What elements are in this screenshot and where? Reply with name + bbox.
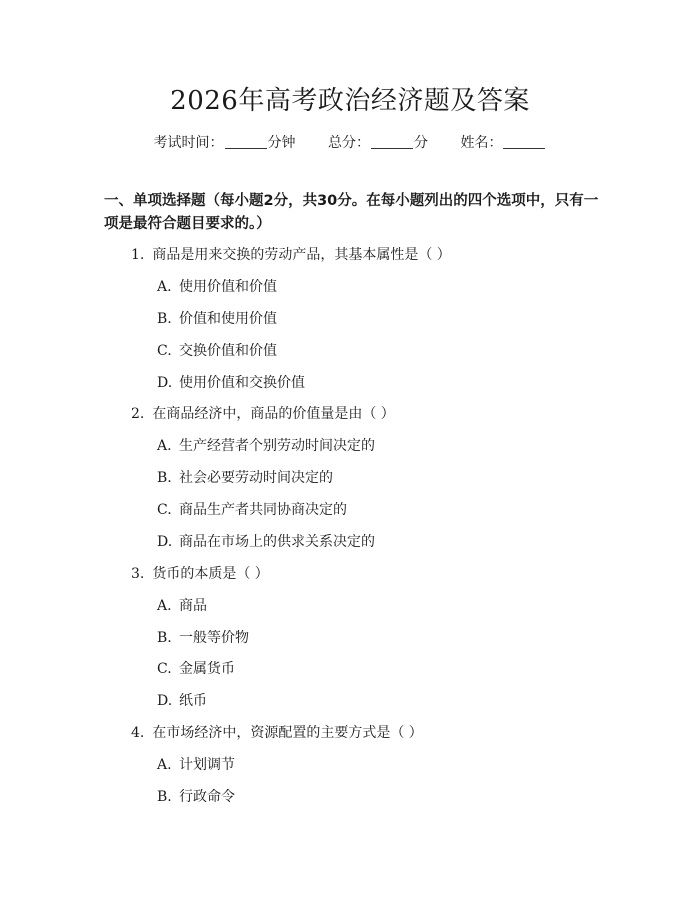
question-3-option-d <box>157 690 207 710</box>
question-1-option-c <box>157 340 277 360</box>
option-text: 使用价值和交换价值 <box>179 375 305 391</box>
option-text: 使用价值和价值 <box>179 279 277 295</box>
question-4-option-b <box>157 786 235 806</box>
option-letter: B. <box>157 630 172 646</box>
question-2 <box>131 403 395 423</box>
option-letter: D. <box>157 693 173 709</box>
question-3-option-a <box>157 595 207 615</box>
option-letter: A. <box>157 438 172 454</box>
exam-time-label: 考试时间： <box>153 135 224 151</box>
option-text: 商品在市场上的供求关系决定的 <box>179 534 375 550</box>
option-text: 金属货币 <box>179 661 235 677</box>
option-text: 计划调节 <box>179 757 235 773</box>
name-label: 姓名： <box>460 135 503 151</box>
exam-time-unit: 分钟 <box>267 135 296 151</box>
question-3 <box>131 563 269 583</box>
option-text: 社会必要劳动时间决定的 <box>179 470 333 486</box>
option-text: 价值和使用价值 <box>179 311 277 327</box>
total-score-label: 总分： <box>328 135 370 151</box>
question-1-option-a <box>157 276 277 296</box>
question-2-option-a <box>157 435 375 455</box>
question-3-option-c <box>157 658 235 678</box>
question-1-option-d <box>157 372 305 392</box>
option-letter: B. <box>157 470 172 486</box>
question-2-option-d <box>157 531 375 551</box>
option-letter: B. <box>157 789 172 805</box>
question-text: 在商品经济中，商品的价值量是由（ ） <box>152 406 395 422</box>
question-text: 在市场经济中，资源配置的主要方式是（ ） <box>152 725 423 741</box>
total-score-unit: 分 <box>414 135 428 151</box>
option-text: 交换价值和价值 <box>179 343 277 359</box>
exam-time-field <box>154 132 296 152</box>
option-text: 生产经营者个别劳动时间决定的 <box>179 438 375 454</box>
question-1-option-b <box>157 308 277 328</box>
option-letter: C. <box>157 343 172 359</box>
option-text: 行政命令 <box>179 789 235 805</box>
question-4-option-a <box>157 754 235 774</box>
exam-time-blank <box>225 134 267 149</box>
question-number: 2. <box>131 406 145 422</box>
question-text: 货币的本质是（ ） <box>152 566 269 582</box>
total-score-blank <box>371 134 413 149</box>
option-letter: B. <box>157 311 172 327</box>
question-4 <box>131 722 423 742</box>
option-letter: C. <box>157 502 172 518</box>
total-score-field <box>328 132 428 152</box>
question-2-option-b <box>157 467 333 487</box>
option-letter: C. <box>157 661 172 677</box>
option-text: 纸币 <box>179 693 207 709</box>
question-1 <box>131 244 451 264</box>
option-letter: A. <box>157 757 172 773</box>
question-number: 3. <box>131 566 145 582</box>
question-number: 4. <box>131 725 145 741</box>
option-letter: D. <box>157 375 173 391</box>
question-number: 1. <box>131 247 145 263</box>
option-text: 一般等价物 <box>179 630 249 646</box>
question-2-option-c <box>157 499 347 519</box>
option-letter: A. <box>157 279 172 295</box>
question-text: 商品是用来交换的劳动产品，其基本属性是（ ） <box>152 247 451 263</box>
section-heading: 一、单项选择题（每小题2分，共30分。在每小题列出的四个选项中，只有一项是最符合题目要求的。） <box>104 193 599 232</box>
exam-meta-line <box>0 132 700 152</box>
option-text: 商品生产者共同协商决定的 <box>179 502 347 518</box>
option-letter: D. <box>157 534 173 550</box>
option-text: 商品 <box>179 598 207 614</box>
option-letter: A. <box>157 598 172 614</box>
name-blank <box>503 134 545 149</box>
name-field <box>460 132 546 152</box>
question-3-option-b <box>157 627 249 647</box>
document-title: 2026年高考政治经济题及答案 <box>170 86 530 116</box>
